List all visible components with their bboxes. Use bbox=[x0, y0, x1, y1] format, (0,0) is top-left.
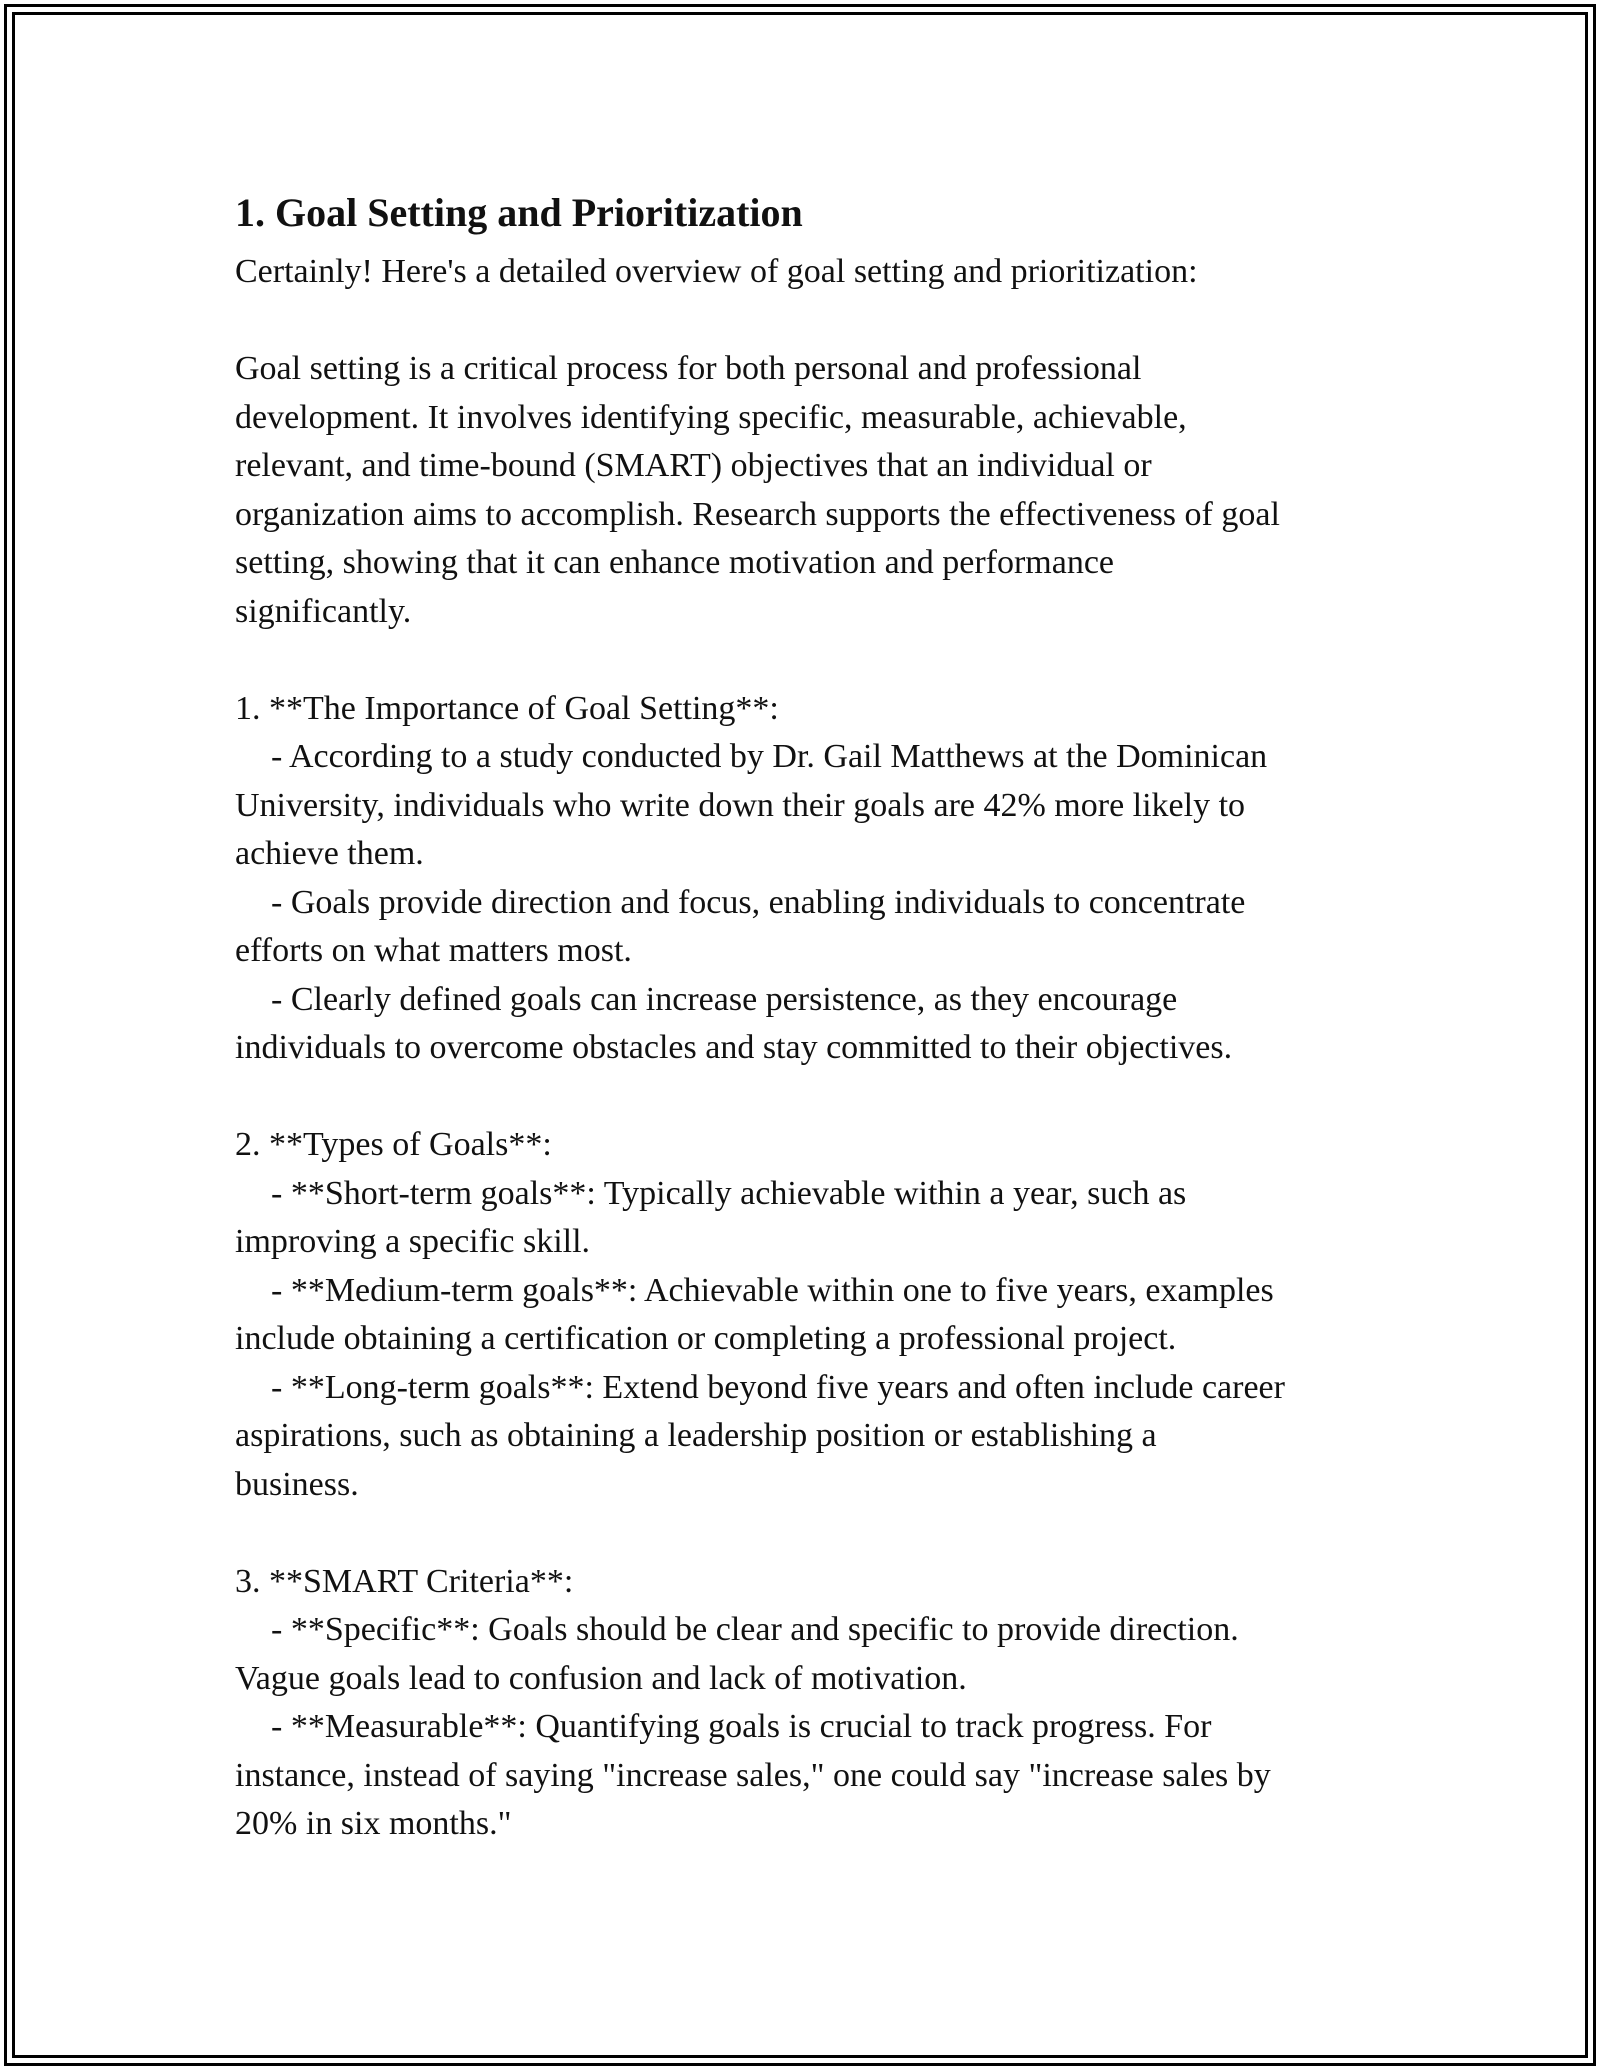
bullet-line: - **Short-term goals**: Typically achievable within a year, such as bbox=[271, 1174, 1187, 1212]
bullet-continuation: individuals to overcome obstacles and stay committed to their objectives. bbox=[235, 1029, 1233, 1066]
paragraph-line: organization aims to accomplish. Research supports the effectiveness of goal bbox=[235, 495, 1280, 533]
paragraph-line: development. It involves identifying specific, measurable, achievable, bbox=[235, 398, 1187, 436]
bullet-continuation: efforts on what matters most. bbox=[235, 932, 632, 969]
document-body bbox=[235, 178, 1375, 1849]
paragraph-line: setting, showing that it can enhance motivation and performance bbox=[235, 544, 1115, 581]
bullet-line: - Goals provide direction and focus, enabling individuals to concentrate bbox=[271, 883, 1246, 921]
section-title-types: 2. **Types of Goals**: bbox=[235, 1126, 552, 1163]
intro-line: Certainly! Here's a detailed overview of goal setting and prioritization: bbox=[235, 253, 1198, 290]
paragraph-gap bbox=[235, 297, 1375, 346]
bullet-continuation: improving a specific skill. bbox=[235, 1223, 591, 1260]
paragraph-line: Goal setting is a critical process for both personal and professional bbox=[235, 350, 1142, 387]
paragraph-gap bbox=[235, 636, 1375, 685]
paragraph-gap bbox=[235, 1073, 1375, 1122]
bullet-line: - **Measurable**: Quantifying goals is crucial to track progress. For bbox=[271, 1708, 1212, 1745]
section-title-smart: 3. **SMART Criteria**: bbox=[235, 1562, 574, 1600]
section-title-importance: 1. **The Importance of Goal Setting**: bbox=[235, 689, 779, 727]
bullet-continuation: include obtaining a certification or completing a professional project. bbox=[235, 1320, 1177, 1357]
bullet-line: - **Long-term goals**: Extend beyond five years and often include career bbox=[271, 1368, 1285, 1406]
bullet-line: - **Medium-term goals**: Achievable within one to five years, examples bbox=[271, 1271, 1274, 1309]
paragraph-line: relevant, and time-bound (SMART) objectives that an individual or bbox=[235, 447, 1152, 484]
bullet-continuation: aspirations, such as obtaining a leadership position or establishing a bbox=[235, 1417, 1157, 1454]
bullet-line: - Clearly defined goals can increase persistence, as they encourage bbox=[271, 980, 1178, 1018]
paragraph-gap bbox=[235, 1509, 1375, 1558]
bullet-continuation: business. bbox=[235, 1465, 359, 1503]
bullet-continuation: University, individuals who write down their goals are 42% more likely to bbox=[235, 786, 1246, 824]
bullet-continuation: achieve them. bbox=[235, 835, 424, 872]
document-heading: 1. Goal Setting and Prioritization bbox=[235, 190, 803, 235]
bullet-line: - **Specific**: Goals should be clear and specific to provide direction. bbox=[271, 1611, 1239, 1648]
bullet-line: - According to a study conducted by Dr. Gail Matthews at the Dominican bbox=[271, 738, 1268, 775]
bullet-continuation: Vague goals lead to confusion and lack of motivation. bbox=[235, 1659, 967, 1697]
paragraph-line: significantly. bbox=[235, 592, 412, 630]
bullet-continuation: 20% in six months." bbox=[235, 1805, 512, 1842]
bullet-continuation: instance, instead of saying "increase sales," one could say "increase sales by bbox=[235, 1756, 1271, 1794]
